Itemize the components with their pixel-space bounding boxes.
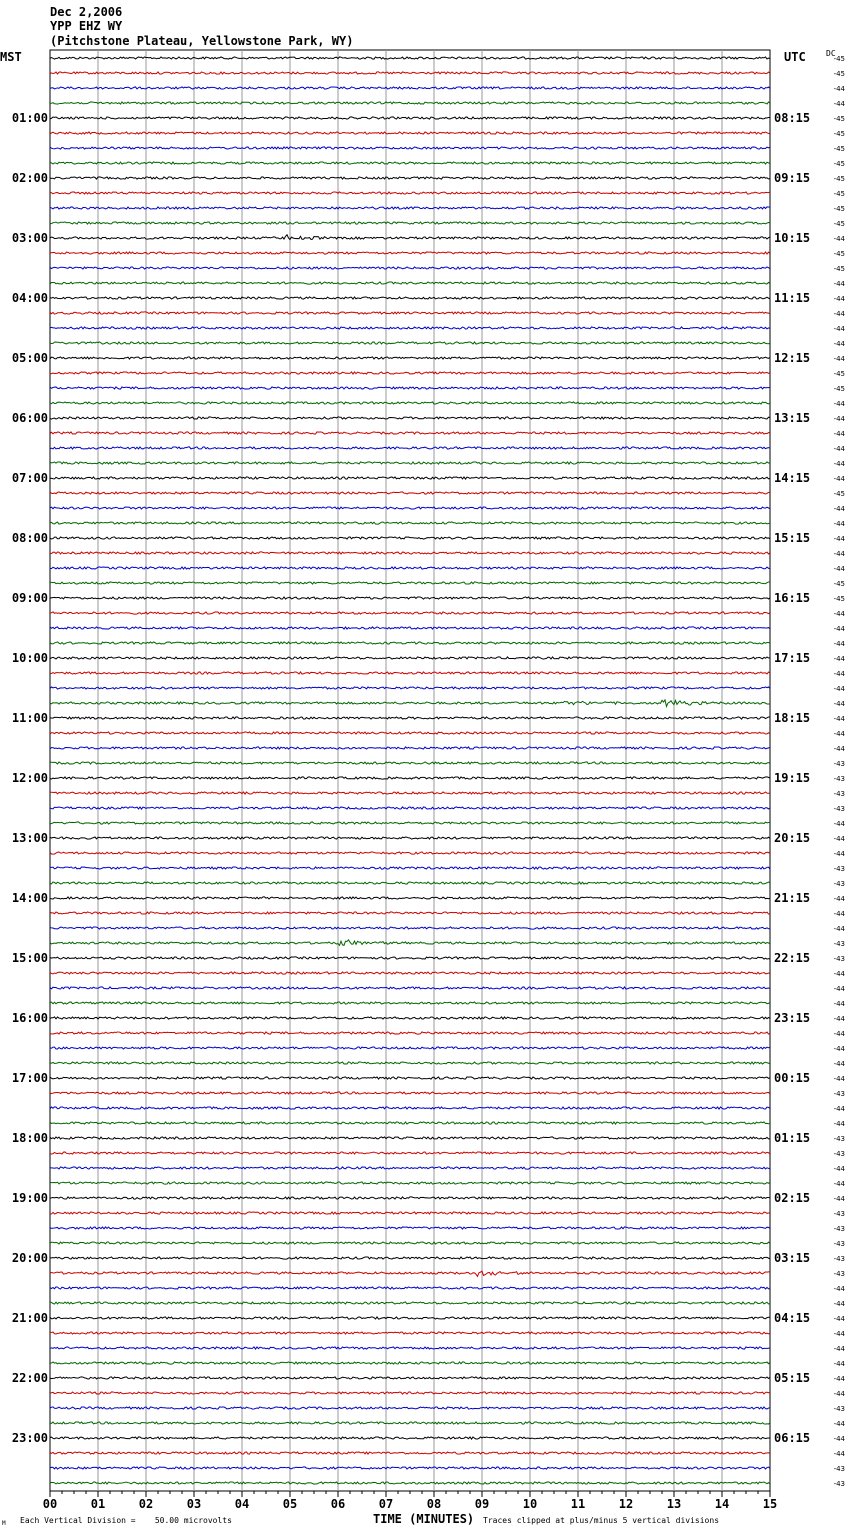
seismic-trace: [50, 822, 770, 824]
dc-offset-label: -45: [833, 205, 845, 213]
dc-offset-label: -44: [833, 295, 845, 303]
dc-offset-label: -44: [833, 400, 845, 408]
seismic-trace: [50, 1092, 770, 1094]
dc-offset-label: -44: [833, 310, 845, 318]
dc-offset-label: -44: [833, 100, 845, 108]
hour-label-right: 17:15: [774, 651, 811, 665]
seismic-trace: [50, 1392, 770, 1394]
seismic-trace: [50, 792, 770, 794]
dc-offset-label: -44: [833, 895, 845, 903]
x-tick-label: 03: [186, 1497, 202, 1511]
dc-offset-label: -44: [833, 715, 845, 723]
seismic-trace: [50, 597, 770, 599]
x-tick-label: 14: [714, 1497, 730, 1511]
dc-offset-label: -44: [833, 700, 845, 708]
seismic-trace: [50, 1137, 770, 1139]
seismic-trace: [50, 432, 770, 434]
seismic-trace: [50, 312, 770, 314]
seismic-trace: [50, 72, 770, 74]
dc-offset-label: -44: [833, 1345, 845, 1353]
hour-label-right: 09:15: [774, 171, 811, 185]
seismic-trace: [50, 252, 770, 254]
dc-offset-label: -44: [833, 745, 845, 753]
seismic-trace: [50, 327, 770, 329]
hour-label-left: 17:00: [11, 1071, 48, 1085]
seismic-trace: [50, 117, 770, 119]
dc-offset-label: -44: [833, 280, 845, 288]
dc-offset-label: -44: [833, 1045, 845, 1053]
hour-label-right: 05:15: [774, 1371, 811, 1385]
seismic-trace: [50, 867, 770, 869]
seismic-trace: [50, 447, 770, 449]
dc-offset-label: -44: [833, 670, 845, 678]
seismic-trace: [50, 1032, 770, 1034]
dc-offset-label: -45: [833, 265, 845, 273]
seismic-trace: [50, 747, 770, 749]
dc-offset-label: -44: [833, 850, 845, 858]
seismic-trace: [50, 1062, 770, 1064]
seismic-trace: [50, 387, 770, 389]
dc-offset-label: -44: [833, 535, 845, 543]
hour-label-right: 11:15: [774, 291, 811, 305]
dc-offset-label: -44: [833, 985, 845, 993]
hour-label-left: 08:00: [11, 531, 48, 545]
seismic-trace: [50, 1271, 770, 1276]
dc-offset-label: -43: [833, 940, 845, 948]
dc-offset-label: -44: [833, 1015, 845, 1023]
left-timezone-label: MST: [0, 50, 22, 64]
x-tick-label: 15: [762, 1497, 778, 1511]
x-tick-label: 06: [330, 1497, 346, 1511]
seismic-trace: [50, 807, 770, 809]
dc-offset-label: -44: [833, 1330, 845, 1338]
vertical-scale-note: Each Vertical Division = 50.00 microvolts: [20, 1516, 232, 1525]
hour-label-right: 19:15: [774, 771, 811, 785]
dc-offset-label: -43: [833, 1465, 845, 1473]
dc-offset-label: -45: [833, 250, 845, 258]
seismic-trace: [50, 1017, 770, 1019]
hour-label-left: 03:00: [11, 231, 48, 245]
seismic-trace: [50, 1347, 770, 1349]
seismic-trace: [50, 1452, 770, 1454]
hour-label-right: 21:15: [774, 891, 811, 905]
record-date: Dec 2,2006: [50, 5, 123, 19]
dc-offset-label: -44: [833, 1180, 845, 1188]
seismic-trace: [50, 87, 770, 89]
dc-offset-label: -45: [833, 145, 845, 153]
seismic-trace: [50, 1167, 770, 1169]
dc-offset-label: -43: [833, 1225, 845, 1233]
seismic-trace: [50, 940, 770, 946]
seismic-trace: [50, 987, 770, 989]
x-tick-label: 01: [90, 1497, 106, 1511]
seismic-trace: [50, 552, 770, 554]
seismic-trace: [50, 1377, 770, 1379]
hour-label-left: 19:00: [11, 1191, 48, 1205]
seismic-trace: [50, 342, 770, 344]
seismic-trace: [50, 852, 770, 854]
seismic-trace: [50, 717, 770, 719]
dc-offset-label: -43: [833, 1255, 845, 1263]
dc-offset-label: -44: [833, 925, 845, 933]
dc-offset-label: -44: [833, 1375, 845, 1383]
x-tick-label: 08: [426, 1497, 442, 1511]
x-tick-label: 00: [42, 1497, 58, 1511]
dc-offset-label: -43: [833, 880, 845, 888]
dc-offset-label: -44: [833, 1105, 845, 1113]
seismic-trace: [50, 267, 770, 269]
right-timezone-label: UTC: [784, 50, 806, 64]
hour-label-left: 23:00: [11, 1431, 48, 1445]
hour-label-left: 18:00: [11, 1131, 48, 1145]
dc-offset-label: -45: [833, 595, 845, 603]
seismic-trace: [50, 972, 770, 974]
dc-offset-label: -44: [833, 820, 845, 828]
seismic-trace: [50, 207, 770, 209]
station-location: (Pitchstone Plateau, Yellowstone Park, WY): [50, 34, 354, 48]
seismic-trace: [50, 417, 770, 419]
dc-offset-label: -44: [833, 1030, 845, 1038]
dc-offset-label: -44: [833, 970, 845, 978]
seismic-trace: [50, 357, 770, 359]
station-code: YPP EHZ WY: [50, 19, 123, 33]
hour-label-left: 09:00: [11, 591, 48, 605]
seismic-trace: [50, 282, 770, 284]
seismic-trace: [50, 1332, 770, 1334]
dc-offset-label: -44: [833, 730, 845, 738]
dc-offset-label: -44: [833, 85, 845, 93]
hour-label-left: 07:00: [11, 471, 48, 485]
dc-offset-label: -44: [833, 1075, 845, 1083]
hour-label-left: 05:00: [11, 351, 48, 365]
seismic-trace: [50, 777, 770, 779]
dc-offset-label: -43: [833, 1135, 845, 1143]
seismic-trace: [50, 162, 770, 164]
dc-offset-label: -44: [833, 1195, 845, 1203]
seismic-trace: [50, 147, 770, 149]
seismic-trace: [50, 927, 770, 929]
dc-offset-label: -45: [833, 385, 845, 393]
dc-offset-label: -45: [833, 190, 845, 198]
x-tick-label: 07: [378, 1497, 394, 1511]
dc-offset-label: -45: [833, 220, 845, 228]
x-tick-label: 11: [570, 1497, 586, 1511]
dc-offset-label: -44: [833, 610, 845, 618]
hour-label-right: 23:15: [774, 1011, 811, 1025]
dc-offset-label: -43: [833, 1210, 845, 1218]
dc-offset-label: -44: [833, 1000, 845, 1008]
hour-label-left: 20:00: [11, 1251, 48, 1265]
hour-label-right: 22:15: [774, 951, 811, 965]
dc-offset-label: -44: [833, 1315, 845, 1323]
dc-offset-label: -43: [833, 1240, 845, 1248]
seismic-trace: [50, 642, 770, 644]
seismic-trace: [50, 627, 770, 629]
seismic-trace: [50, 1107, 770, 1109]
seismic-trace: [50, 582, 770, 584]
hour-label-left: 01:00: [11, 111, 48, 125]
seismic-trace: [50, 957, 770, 959]
dc-offset-label: -45: [833, 70, 845, 78]
seismic-trace: [50, 1287, 770, 1289]
seismic-trace: [50, 522, 770, 524]
seismic-trace: [50, 1257, 770, 1259]
dc-offset-label: -44: [833, 340, 845, 348]
dc-offset-label: -44: [833, 1450, 845, 1458]
dc-offset-label: -44: [833, 685, 845, 693]
x-tick-label: 12: [618, 1497, 634, 1511]
dc-offset-label: -43: [833, 805, 845, 813]
x-tick-label: 13: [666, 1497, 682, 1511]
seismic-trace: [50, 1437, 770, 1439]
dc-offset-label: -45: [833, 160, 845, 168]
seismic-trace: [50, 57, 770, 59]
hour-label-left: 12:00: [11, 771, 48, 785]
hour-label-left: 13:00: [11, 831, 48, 845]
dc-offset-label: -44: [833, 1060, 845, 1068]
hour-label-right: 10:15: [774, 231, 811, 245]
hour-label-right: 12:15: [774, 351, 811, 365]
seismic-trace: [50, 492, 770, 494]
clip-note: Traces clipped at plus/minus 5 vertical divisions: [483, 1516, 720, 1525]
dc-offset-label: -44: [833, 355, 845, 363]
dc-offset-label: -43: [833, 790, 845, 798]
seismic-trace: [50, 1047, 770, 1049]
dc-offset-label: -44: [833, 1165, 845, 1173]
seismic-trace: [50, 372, 770, 374]
dc-offset-label: -44: [833, 505, 845, 513]
dc-offset-label: -45: [833, 115, 845, 123]
x-axis-label: TIME (MINUTES): [373, 1512, 475, 1526]
hour-label-left: 06:00: [11, 411, 48, 425]
seismic-trace: [50, 732, 770, 734]
hour-label-right: 03:15: [774, 1251, 811, 1265]
seismic-trace: [50, 462, 770, 464]
seismic-trace: [50, 1242, 770, 1244]
seismic-trace: [50, 1212, 770, 1214]
plot-frame: [50, 50, 770, 1491]
seismic-trace: [50, 177, 770, 179]
dc-offset-label: -44: [833, 835, 845, 843]
hour-label-right: 01:15: [774, 1131, 811, 1145]
dc-offset-label: -44: [833, 430, 845, 438]
seismic-trace: [50, 537, 770, 539]
seismic-trace: [50, 402, 770, 404]
hour-label-right: 15:15: [774, 531, 811, 545]
dc-offset-label: -44: [833, 460, 845, 468]
seismic-trace: [50, 507, 770, 509]
seismic-trace: [50, 1422, 770, 1424]
seismic-trace: [50, 612, 770, 614]
dc-offset-label: -44: [833, 475, 845, 483]
hour-label-right: 14:15: [774, 471, 811, 485]
seismic-trace: [50, 132, 770, 134]
seismic-trace: [50, 762, 770, 764]
seismic-trace: [50, 1002, 770, 1004]
x-tick-label: 05: [282, 1497, 298, 1511]
seismic-trace: [50, 1122, 770, 1124]
x-tick-label: 09: [474, 1497, 490, 1511]
dc-offset-label: -43: [833, 1270, 845, 1278]
logo-mark: M: [2, 1520, 6, 1527]
dc-offset-label: -45: [833, 175, 845, 183]
seismic-trace: [50, 235, 770, 240]
dc-offset-label: -44: [833, 565, 845, 573]
dc-offset-label: -44: [833, 1120, 845, 1128]
seismic-trace: [50, 297, 770, 299]
seismic-trace: [50, 912, 770, 914]
dc-offset-label: -43: [833, 775, 845, 783]
dc-offset-label: -44: [833, 1285, 845, 1293]
dc-offset-label: -43: [833, 760, 845, 768]
hour-label-right: 00:15: [774, 1071, 811, 1085]
dc-offset-label: -43: [833, 1405, 845, 1413]
hour-label-left: 10:00: [11, 651, 48, 665]
dc-offset-label: -44: [833, 550, 845, 558]
seismic-trace: [50, 102, 770, 104]
dc-offset-header: DC: [826, 49, 836, 58]
seismic-trace: [50, 1077, 770, 1079]
dc-offset-label: -44: [833, 640, 845, 648]
dc-offset-label: -44: [833, 1360, 845, 1368]
x-tick-label: 10: [522, 1497, 538, 1511]
hour-label-right: 08:15: [774, 111, 811, 125]
seismic-trace: [50, 657, 770, 659]
dc-offset-label: -44: [833, 235, 845, 243]
hour-label-right: 02:15: [774, 1191, 811, 1205]
dc-offset-label: -44: [833, 325, 845, 333]
dc-offset-label: -44: [833, 445, 845, 453]
dc-offset-label: -43: [833, 865, 845, 873]
hour-label-left: 04:00: [11, 291, 48, 305]
dc-offset-label: -44: [833, 520, 845, 528]
dc-offset-label: -44: [833, 910, 845, 918]
hour-label-right: 06:15: [774, 1431, 811, 1445]
seismic-trace: [50, 1362, 770, 1364]
hour-label-right: 04:15: [774, 1311, 811, 1325]
seismic-trace: [50, 1482, 770, 1484]
seismic-trace: [50, 477, 770, 479]
hour-label-left: 21:00: [11, 1311, 48, 1325]
hour-label-left: 16:00: [11, 1011, 48, 1025]
seismic-trace: [50, 1197, 770, 1199]
x-tick-label: 02: [138, 1497, 154, 1511]
dc-offset-label: -44: [833, 625, 845, 633]
seismic-trace: [50, 687, 770, 689]
dc-offset-label: -45: [833, 580, 845, 588]
dc-offset-label: -44: [833, 655, 845, 663]
hour-label-left: 15:00: [11, 951, 48, 965]
hour-label-left: 22:00: [11, 1371, 48, 1385]
dc-offset-label: -45: [833, 490, 845, 498]
hour-label-right: 18:15: [774, 711, 811, 725]
hour-label-left: 14:00: [11, 891, 48, 905]
dc-offset-label: -45: [833, 55, 845, 63]
dc-offset-label: -44: [833, 1420, 845, 1428]
dc-offset-label: -44: [833, 1300, 845, 1308]
x-tick-label: 04: [234, 1497, 250, 1511]
dc-offset-label: -43: [833, 1090, 845, 1098]
dc-offset-label: -45: [833, 370, 845, 378]
dc-offset-label: -45: [833, 130, 845, 138]
seismic-trace: [50, 222, 770, 224]
hour-label-right: 13:15: [774, 411, 811, 425]
seismic-trace: [50, 837, 770, 839]
seismic-trace: [50, 1407, 770, 1409]
dc-offset-label: -43: [833, 1480, 845, 1488]
seismic-trace: [50, 1182, 770, 1184]
dc-offset-label: -43: [833, 1150, 845, 1158]
seismic-trace: [50, 700, 770, 707]
seismic-trace: [50, 1227, 770, 1229]
dc-offset-label: -44: [833, 415, 845, 423]
seismic-trace: [50, 897, 770, 899]
hour-label-left: 02:00: [11, 171, 48, 185]
seismic-trace: [50, 1302, 770, 1304]
dc-offset-label: -44: [833, 1390, 845, 1398]
seismic-trace: [50, 882, 770, 884]
dc-offset-label: -43: [833, 955, 845, 963]
hour-label-right: 16:15: [774, 591, 811, 605]
dc-offset-label: -44: [833, 1435, 845, 1443]
seismic-trace: [50, 672, 770, 674]
seismic-trace: [50, 192, 770, 194]
seismic-trace: [50, 1317, 770, 1319]
hour-label-right: 20:15: [774, 831, 811, 845]
seismic-trace: [50, 1152, 770, 1154]
seismic-trace: [50, 1467, 770, 1469]
hour-label-left: 11:00: [11, 711, 48, 725]
seismic-trace: [50, 567, 770, 569]
